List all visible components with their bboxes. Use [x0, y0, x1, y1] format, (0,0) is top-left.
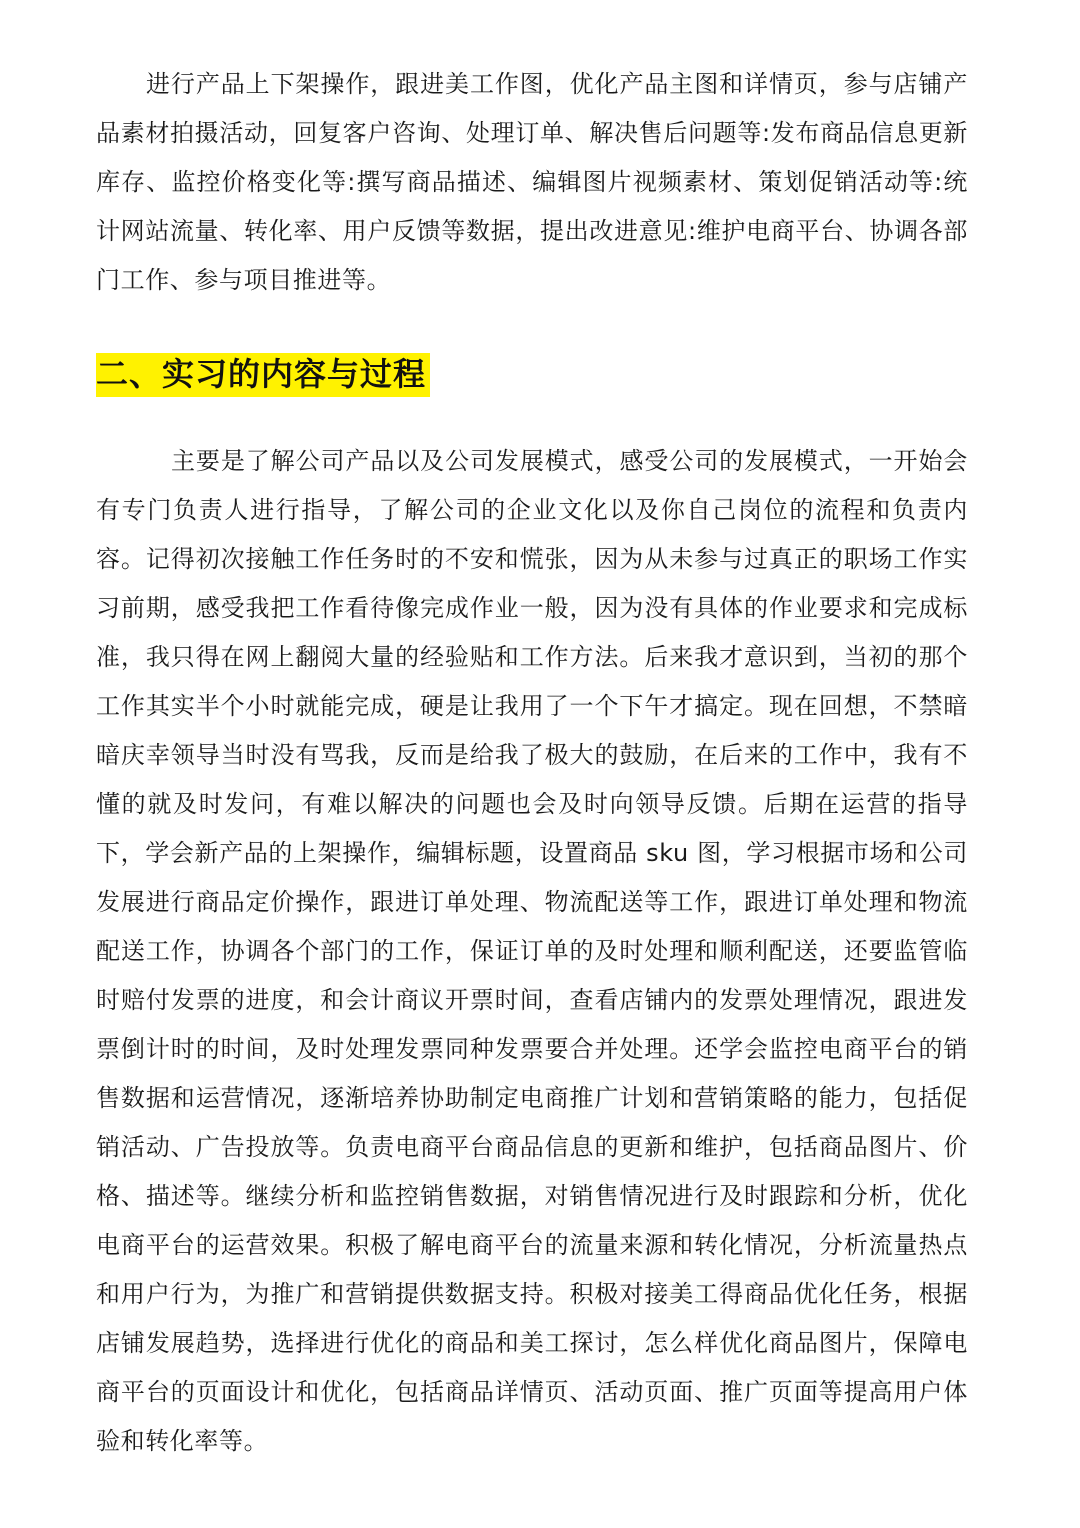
intro-paragraph: 进行产品上下架操作，跟进美工作图，优化产品主图和详情页，参与店铺产品素材拍摄活动，回复客户咨询、处理订单、解决售后问题等:发布商品信息更新库存、监控价格变化等:撰写商品描述、编辑图片视频素材、策划促销活动等:统计网站流量、转化率、用户反馈等数据，提出改进意见:维护电商平台、协调各部门工作、参与项目推进等。 — [96, 70, 968, 294]
section-heading — [96, 347, 432, 401]
section-heading-text: 二、实习的内容与过程 — [96, 353, 430, 397]
body-paragraph: 主要是了解公司产品以及公司发展模式，感受公司的发展模式，一开始会有专门负责人进行指导，了解公司的企业文化以及你自己岗位的流程和负责内容。记得初次接触工作任务时的不安和慌张，因为从未参与过真正的职场工作实习前期，感受我把工作看待像完成作业一般，因为没有具体的作业要求和完成标准，我只得在网上翻阅大量的经验贴和工作方法。后来我才意识到，当初的那个工作其实半个小时就能完成，硬是让我用了一个下午才搞定。现在回想，不禁暗暗庆幸领导当时没有骂我，反而是给我了极大的鼓励，在后来的工作中，我有不懂的就及时发问，有难以解决的问题也会及时向领导反馈。后期在运营的指导下，学会新产品的上架操作，编辑标题，设置商品 sku 图，学习根据市场和公司发展进行商品定价操作，跟进订单处理、物流配送等工作，跟进订单处理和物流配送工作，协调各个部门的工作，保证订单的及时处理和顺利配送，还要监管临时赔付发票的进度，和会计商议开票时间，查看店铺内的发票处理情况，跟进发票倒计时的时间，及时处理发票同种发票要合并处理。还学会监控电商平台的销售数据和运营情况，逐渐培养协助制定电商推广计划和营销策略的能力，包括促销活动、广告投放等。负责电商平台商品信息的更新和维护，包括商品图片、价格、描述等。继续分析和监控销售数据，对销售情况进行及时跟踪和分析，优化电商平台的运营效果。积极了解电商平台的流量来源和转化情况，分析流量热点和用户行为，为推广和营销提供数据支持。积极对接美工得商品优化任务，根据店铺发展趋势，选择进行优化的商品和美工探讨，怎么样优化商品图片，保障电商平台的页面设计和优化，包括商品详情页、活动页面、推广页面等提高用户体验和转化率等。 — [96, 447, 968, 1455]
